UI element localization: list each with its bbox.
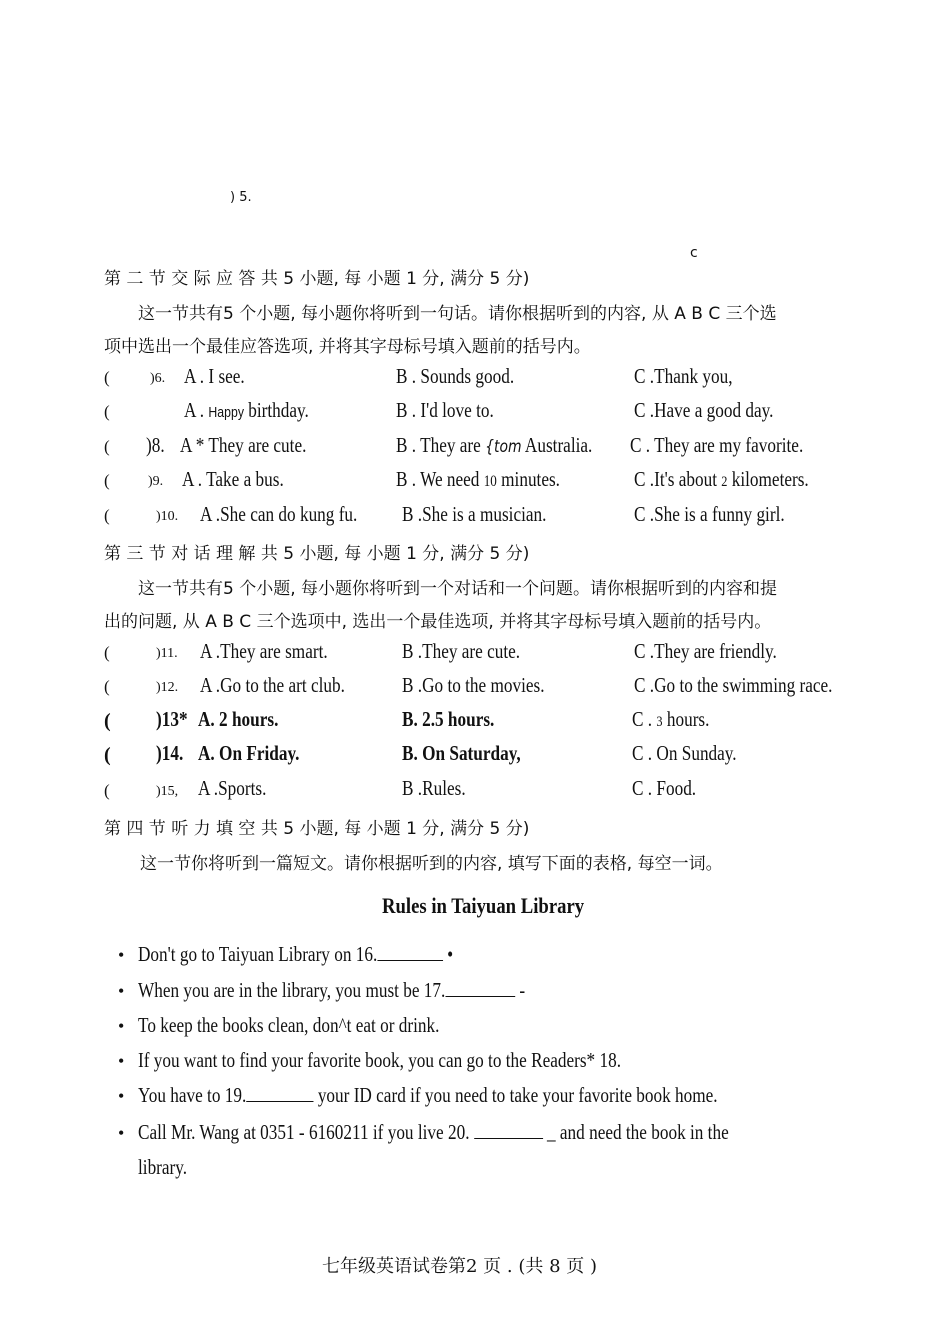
section2-instruction-line2: 项中选出一个最佳应答选项, 并将其字母标号填入题前的括号内。 (104, 337, 591, 357)
page-footer: 七年级英语试卷第2 页 . (共 8 页 ) (322, 1256, 597, 1277)
option-a-15: A .Sports. (198, 776, 267, 800)
option-c-9: C .It's about 2 kilometers. (634, 467, 809, 491)
bullet-icon: • (118, 945, 125, 965)
stray-mark-5: ) 5. (230, 190, 252, 205)
bullet-icon: • (118, 1016, 125, 1036)
option-a-12: A .Go to the art club. (200, 673, 345, 697)
section3-instruction-line1: 这一节共有5 个小题, 每小题你将听到一个对话和一个问题。请你根据听到的内容和提 (138, 579, 778, 599)
option-b-10: B .She is a musician. (402, 502, 547, 526)
question-number-12: )12. (156, 680, 179, 695)
option-a-14: A. On Friday. (198, 741, 300, 765)
section3-instruction-line2: 出的问题, 从 A B C 三个选项中, 选出一个最佳选项, 并将其字母标号填入题前的括号内。 (104, 612, 772, 632)
rule-19: You have to 19. your ID card if you need to take your favorite book home. (138, 1083, 718, 1107)
answer-bracket-11[interactable]: ( (104, 643, 110, 662)
question-number-9: )9. (148, 474, 164, 489)
question-number-10: )10. (156, 509, 179, 524)
option-a-7: A . Happy birthday. (184, 398, 309, 422)
blank-19[interactable] (246, 1083, 313, 1102)
option-c-6: C .Thank you, (634, 364, 733, 388)
bullet-icon: • (118, 1086, 125, 1106)
answer-bracket-9[interactable]: ( (104, 471, 110, 490)
bullet-icon: • (118, 1051, 125, 1071)
answer-bracket-15[interactable]: ( (104, 781, 110, 800)
option-c-8: C . They are my favorite. (630, 433, 804, 457)
option-b-12: B .Go to the movies. (402, 673, 545, 697)
answer-bracket-12[interactable]: ( (104, 677, 110, 696)
question-number-6: )6. (150, 371, 166, 386)
answer-bracket-6[interactable]: ( (104, 368, 110, 387)
section3-heading: 第 三 节 对 话 理 解 共 5 小题, 每 小题 1 分, 满分 5 分) (104, 544, 530, 564)
rule-20-continuation: library. (138, 1155, 188, 1179)
option-c-7: C .Have a good day. (634, 398, 774, 422)
option-a-13: A. 2 hours. (198, 707, 279, 731)
bullet-icon: • (118, 1123, 125, 1143)
answer-bracket-8[interactable]: ( (104, 437, 110, 456)
option-b-7: B . I'd love to. (396, 398, 494, 422)
option-b-6: B . Sounds good. (396, 364, 515, 388)
question-number-11: )11. (156, 646, 178, 661)
question-number-8: )8. (146, 433, 165, 457)
section2-instruction-line1: 这一节共有5 个小题, 每小题你将听到一句话。请你根据听到的内容, 从 A B C 三个选 (138, 304, 777, 324)
blank-17[interactable] (445, 978, 515, 997)
answer-bracket-10[interactable]: ( (104, 506, 110, 525)
option-c-13: C . 3 hours. (632, 707, 710, 731)
blank-20[interactable] (474, 1120, 543, 1139)
bullet-icon: • (118, 981, 125, 1001)
option-b-11: B .They are cute. (402, 639, 521, 663)
rule-20: Call Mr. Wang at 0351 - 6160211 if you live 20. _ and need the book in the (138, 1120, 729, 1144)
option-c-11: C .They are friendly. (634, 639, 777, 663)
option-a-6: A . I see. (184, 364, 245, 388)
answer-bracket-13[interactable]: ( (104, 710, 111, 732)
rule-17: When you are in the library, you must be 17. - (138, 978, 526, 1002)
option-b-9: B . We need 10 minutes. (396, 467, 560, 491)
option-c-15: C . Food. (632, 776, 697, 800)
blank-16[interactable] (377, 942, 443, 961)
section4-heading: 第 四 节 听 力 填 空 共 5 小题, 每 小题 1 分, 满分 5 分) (104, 819, 530, 839)
option-a-9: A . Take a bus. (182, 467, 284, 491)
rule-food: To keep the books clean, don^t eat or drink. (138, 1013, 440, 1037)
option-c-10: C .She is a funny girl. (634, 502, 785, 526)
option-c-14: C . On Sunday. (632, 741, 737, 765)
option-a-10: A .She can do kung fu. (200, 502, 358, 526)
rule-18: If you want to find your favorite book, you can go to the Readers* 18. (138, 1048, 622, 1072)
option-a-8: A * They are cute. (180, 433, 307, 457)
rules-title: Rules in Taiyuan Library (382, 893, 585, 918)
rule-16: Don't go to Taiyuan Library on 16. • (138, 942, 454, 966)
option-b-8: B . They are {tom Australia. (396, 433, 593, 457)
option-b-15: B .Rules. (402, 776, 466, 800)
question-number-14: )14. (156, 741, 184, 765)
question-number-15: )15, (156, 784, 179, 799)
option-a-11: A .They are smart. (200, 639, 328, 663)
question-number-13: )13* (156, 707, 188, 731)
stray-mark-c: c (690, 245, 698, 261)
option-b-13: B. 2.5 hours. (402, 707, 495, 731)
answer-bracket-7[interactable]: ( (104, 402, 110, 421)
section4-instruction: 这一节你将听到一篇短文。请你根据听到的内容, 填写下面的表格, 每空一词。 (140, 854, 723, 874)
section2-heading: 第 二 节 交 际 应 答 共 5 小题, 每 小题 1 分, 满分 5 分) (104, 269, 530, 289)
option-b-14: B. On Saturday, (402, 741, 521, 765)
answer-bracket-14[interactable]: ( (104, 744, 111, 766)
option-c-12: C .Go to the swimming race. (634, 673, 833, 697)
